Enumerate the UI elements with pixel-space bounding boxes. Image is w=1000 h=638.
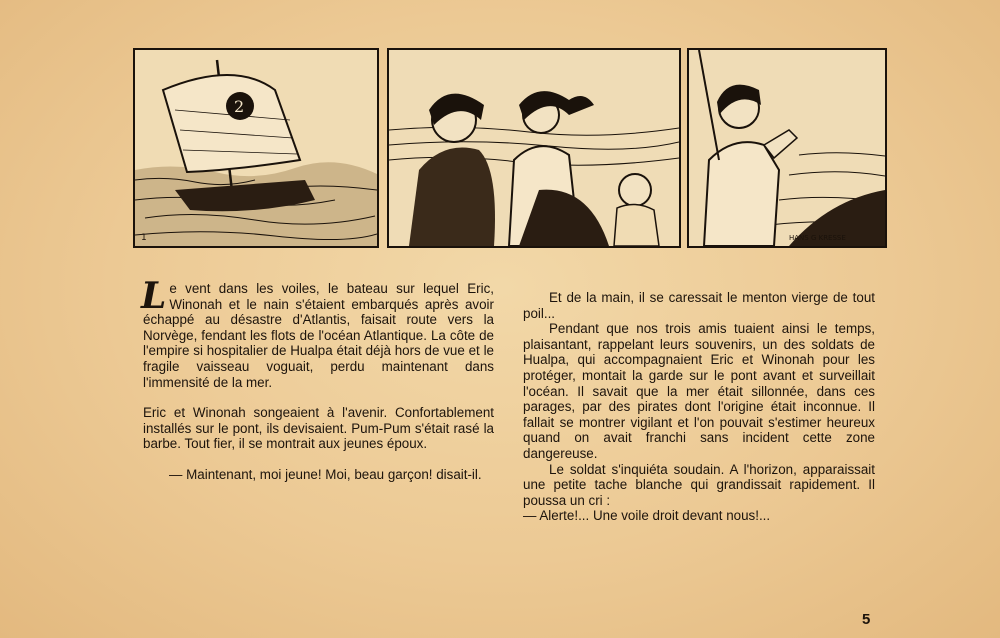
page-number: 5 (862, 611, 871, 628)
comic-panel-travellers (387, 48, 681, 248)
svg-text:2: 2 (234, 97, 245, 116)
drop-cap: L (141, 275, 167, 317)
paragraph-5: Pendant que nos trois amis tuaient ainsi le temps, plaisantant, rappelant leurs souvenirs, un des soldats de Hualpa, qui accompagnaient Eric et Winonah pour les protéger, montait la garde sur le pont avant et surveillait l'océan. Il savait que la mer était sillonnée, dans ces parages, par des pirates dont l'origine était inconnue. Il fallait se montrer vigilant et l'on pouvait s'estimer heureux quand on avait franchi sans incident cette zone dangereuse. (523, 321, 875, 461)
paragraph-1: Le vent dans les voiles, le bateau sur lequel Eric, Winonah et le nain s'étaient embarqués après avoir échappé au désastre d'Atlantis, faisait route vers la Norvège, fendant les flots de l'océan Atlantique. La côte de l'empire si hospitalier de Hualpa était déjà hors de vue et le fragile vaisseau voguait, perdu maintenant dans l'immensité de la mer. (141, 275, 494, 390)
travellers-illustration (389, 50, 679, 246)
paragraph-2: Eric et Winonah songeaient à l'avenir. Confortablement installés sur le pont, ils devisaient. Pum-Pum s'était rasé la barbe. Tout fier, il se montrait aux jeunes époux. (143, 405, 494, 452)
text-column-right (523, 290, 875, 524)
comic-panel-soldier (687, 48, 887, 248)
paragraph-3: — Maintenant, moi jeune! Moi, beau garçon! disait-il. (169, 466, 482, 482)
ship-illustration (135, 50, 377, 246)
paragraph-4: Et de la main, il se caressait le menton vierge de tout poil... (523, 290, 875, 321)
comic-panel-ship (133, 48, 379, 248)
text-column-left (141, 275, 494, 483)
artist-signature: HANS G KRESSE (789, 234, 846, 242)
paragraph-7: — Alerte!... Une voile droit devant nous!... (523, 508, 771, 524)
panel-number: 1 (141, 233, 147, 243)
paragraph-6: Le soldat s'inquiéta soudain. A l'horizon, apparaissait une petite tache blanche qui grandissait rapidement. Il poussa un cri : (523, 461, 875, 508)
soldier-illustration (689, 50, 885, 246)
